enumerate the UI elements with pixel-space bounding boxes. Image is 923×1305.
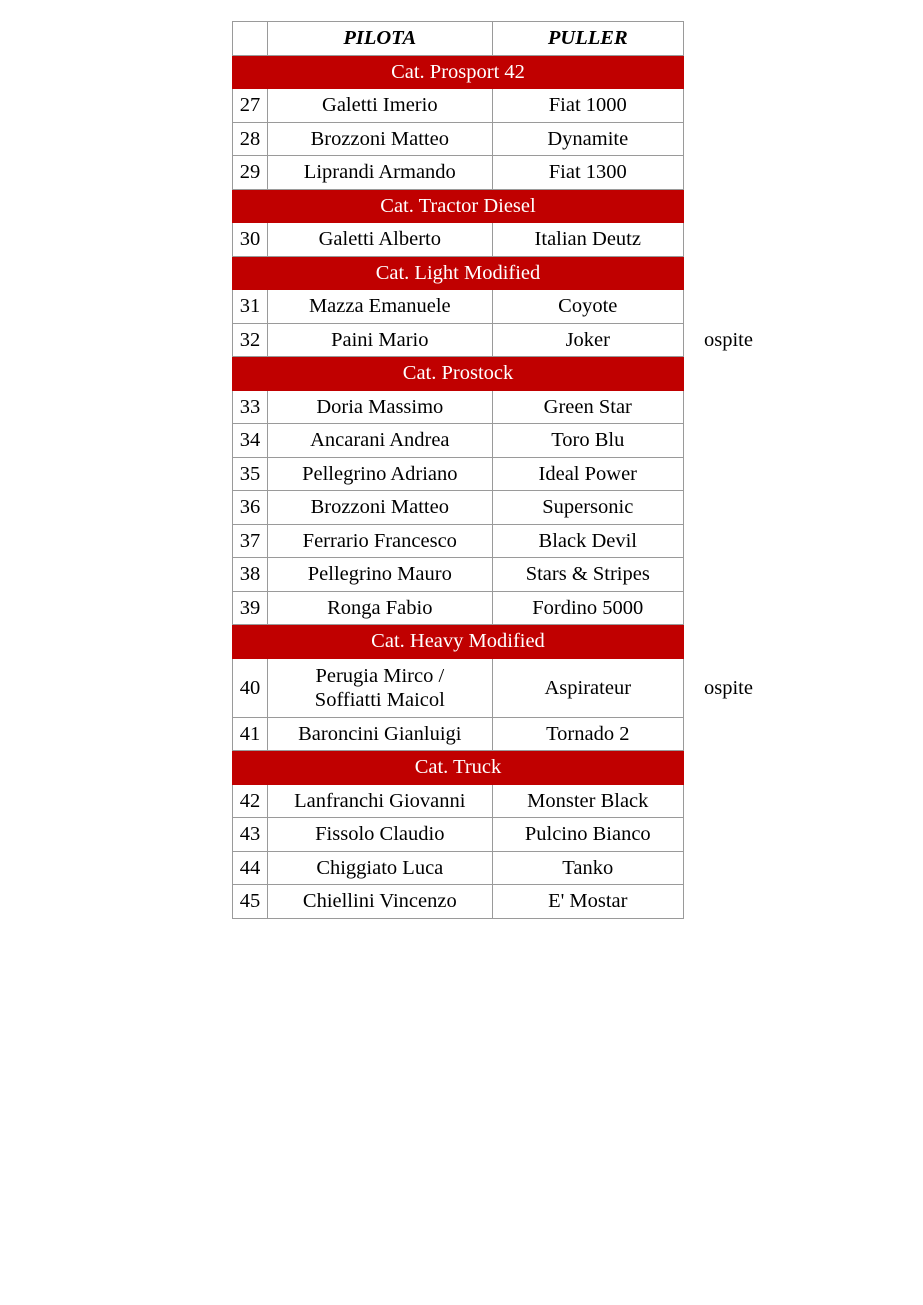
pilot-name: Pellegrino Adriano <box>268 457 492 491</box>
header-pilot-cell: PILOTA <box>268 22 492 56</box>
category-row <box>233 55 684 89</box>
table-row <box>233 558 684 592</box>
table-row <box>233 524 684 558</box>
table-row <box>233 424 684 458</box>
entry-number: 43 <box>233 818 268 852</box>
pilot-name: Galetti Imerio <box>268 89 492 123</box>
pilot-name: Paini Mario <box>268 323 492 357</box>
category-row <box>233 189 684 223</box>
entry-number: 28 <box>233 122 268 156</box>
entry-number: 33 <box>233 390 268 424</box>
entry-number: 37 <box>233 524 268 558</box>
entry-number: 39 <box>233 591 268 625</box>
entry-number: 41 <box>233 717 268 751</box>
puller-name: Aspirateur <box>492 658 683 717</box>
table-row <box>233 491 684 525</box>
pilot-name <box>268 658 492 717</box>
pilot-name: Pellegrino Mauro <box>268 558 492 592</box>
table-row <box>233 122 684 156</box>
entry-number: 29 <box>233 156 268 190</box>
roster-table <box>232 21 684 919</box>
pilot-name: Baroncini Gianluigi <box>268 717 492 751</box>
table-row <box>233 818 684 852</box>
table-row <box>233 591 684 625</box>
puller-name: Dynamite <box>492 122 683 156</box>
table-row <box>233 717 684 751</box>
puller-name: Italian Deutz <box>492 223 683 257</box>
puller-name: Fiat 1300 <box>492 156 683 190</box>
table-row <box>233 390 684 424</box>
header-puller-cell: PULLER <box>492 22 683 56</box>
category-title: Cat. Heavy Modified <box>233 625 684 659</box>
puller-name: Ideal Power <box>492 457 683 491</box>
table-row <box>233 851 684 885</box>
pilot-name: Brozzoni Matteo <box>268 491 492 525</box>
puller-name: Supersonic <box>492 491 683 525</box>
puller-name: Pulcino Bianco <box>492 818 683 852</box>
table-row <box>233 784 684 818</box>
category-row <box>233 625 684 659</box>
roster-body <box>233 22 684 919</box>
header-num-cell <box>233 22 268 56</box>
category-row <box>233 256 684 290</box>
category-row <box>233 751 684 785</box>
puller-name: Tornado 2 <box>492 717 683 751</box>
entry-number: 36 <box>233 491 268 525</box>
table-row <box>233 290 684 324</box>
entry-number: 31 <box>233 290 268 324</box>
entry-number: 35 <box>233 457 268 491</box>
puller-name: Green Star <box>492 390 683 424</box>
pilot-name: Fissolo Claudio <box>268 818 492 852</box>
table-row <box>233 89 684 123</box>
pilot-name-line: Perugia Mirco / <box>315 664 445 687</box>
table-row <box>233 457 684 491</box>
pilot-name: Lanfranchi Giovanni <box>268 784 492 818</box>
entry-number: 38 <box>233 558 268 592</box>
pilot-name-line: Soffiatti Maicol <box>314 688 445 711</box>
pilot-name: Ronga Fabio <box>268 591 492 625</box>
category-title: Cat. Truck <box>233 751 684 785</box>
entry-number: 44 <box>233 851 268 885</box>
entry-number: 45 <box>233 885 268 919</box>
category-title: Cat. Prosport 42 <box>233 55 684 89</box>
puller-name: Black Devil <box>492 524 683 558</box>
guest-note: ospite <box>704 676 753 699</box>
category-title: Cat. Prostock <box>233 357 684 391</box>
puller-name: Coyote <box>492 290 683 324</box>
entry-number: 27 <box>233 89 268 123</box>
entry-number: 32 <box>233 323 268 357</box>
table-row <box>233 156 684 190</box>
puller-name: Monster Black <box>492 784 683 818</box>
pilot-name: Doria Massimo <box>268 390 492 424</box>
pilot-name: Galetti Alberto <box>268 223 492 257</box>
pilot-name: Ferrario Francesco <box>268 524 492 558</box>
table-row <box>233 223 684 257</box>
puller-name: Toro Blu <box>492 424 683 458</box>
puller-name: Fiat 1000 <box>492 89 683 123</box>
table-header-row <box>233 22 684 56</box>
table-row <box>233 658 684 717</box>
pilot-name: Liprandi Armando <box>268 156 492 190</box>
table-row <box>233 323 684 357</box>
puller-name: E' Mostar <box>492 885 683 919</box>
pilot-name: Ancarani Andrea <box>268 424 492 458</box>
entry-number: 42 <box>233 784 268 818</box>
category-title: Cat. Tractor Diesel <box>233 189 684 223</box>
puller-name: Fordino 5000 <box>492 591 683 625</box>
entry-number: 34 <box>233 424 268 458</box>
pilot-name: Brozzoni Matteo <box>268 122 492 156</box>
pilot-name: Mazza Emanuele <box>268 290 492 324</box>
category-row <box>233 357 684 391</box>
entry-number: 30 <box>233 223 268 257</box>
puller-name: Tanko <box>492 851 683 885</box>
puller-name: Stars & Stripes <box>492 558 683 592</box>
guest-note: ospite <box>704 328 753 351</box>
entry-number: 40 <box>233 658 268 717</box>
table-row <box>233 885 684 919</box>
pilot-name: Chiellini Vincenzo <box>268 885 492 919</box>
category-title: Cat. Light Modified <box>233 256 684 290</box>
puller-name: Joker <box>492 323 683 357</box>
pilot-name: Chiggiato Luca <box>268 851 492 885</box>
